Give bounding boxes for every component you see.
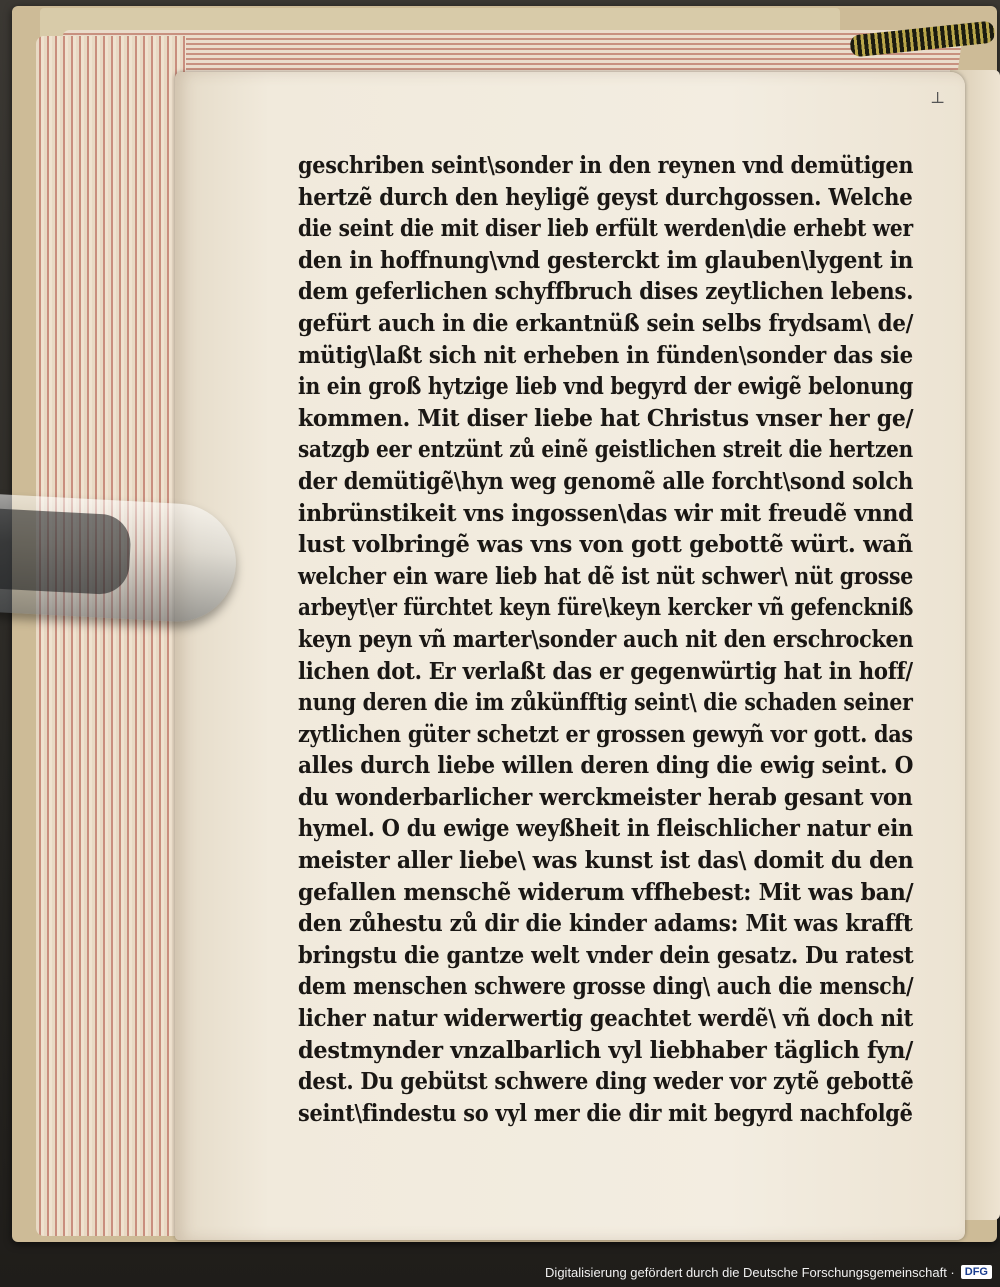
text-line: mütig\laßt sich nit erheben in fünden\sonder das sie [298,341,913,369]
text-line: alles durch liebe willen deren ding die ewig seint. O [298,752,914,780]
text-line: zytlichen güter schetzt er grossen gewyñ vor gott. das [298,720,913,748]
text-line: der demütigẽ\hyn weg genomẽ alle forcht\sond solch [298,467,914,495]
digitization-footer [545,1261,992,1283]
page-corner-mark: ⊥ [930,88,946,107]
text-line: arbeyt\er fürchtet keyn füre\keyn kercker vñ gefenckniß [298,594,914,622]
text-line: in ein groß hytzige lieb vnd begyrd der ewigẽ belonung [298,373,914,401]
text-line: dem menschen schwere grosse ding\ auch die mensch/ [298,973,914,1001]
text-line: keyn peyn vñ marter\sonder auch nit den erschrocken [298,625,914,653]
text-line: du wonderbarlicher werckmeister herab gesant von [298,783,913,811]
text-line: lichen dot. Er verlaßt das er gegenwürtig hat in hoff/ [298,657,913,685]
text-line: licher natur widerwertig geachtet werdẽ\ vñ doch nit [298,1005,914,1033]
glass-page-weight-shadow [0,508,132,595]
text-line: gefallen menschẽ widerum vffhebest: Mit was ban/ [298,878,914,906]
text-line: destmynder vnzalbarlich vyl liebhaber täglich fyn/ [298,1036,913,1064]
text-line: satzgb eer entzünt zů einẽ geistlichen streit die hertzen [298,436,913,464]
text-line: kommen. Mit diser liebe hat Christus vnser her ge/ [298,404,914,432]
text-line: die seint die mit diser lieb erfült werden\die erhebt wer [298,215,913,243]
text-line: den zůhestu zů dir die kinder adams: Mit was krafft [298,910,913,938]
page-side-edges [36,36,186,1236]
text-line: hertzẽ durch den heyligẽ geyst durchgossen. Welche [298,183,913,211]
text-line: gefürt auch in die erkantnüß sein selbs frydsam\ de/ [298,309,914,337]
text-line: den in hoffnung\vnd gesterckt im glauben\lygent in [298,246,914,274]
text-line: hymel. O du ewige weyßheit in fleischlicher natur ein [298,815,913,843]
text-line: inbrünstikeit vns ingossen\das wir mit freudẽ vnnd [298,499,914,527]
footer-credit-text: Digitalisierung gefördert durch die Deutsche Forschungsgemeinschaft · [545,1264,955,1280]
dfg-logo-icon: DFG [961,1265,992,1279]
text-line: welcher ein ware lieb hat dẽ ist nüt schwer\ nüt grosse [298,562,914,590]
text-line: dest. Du gebütst schwere ding weder vor zytẽ gebottẽ [298,1068,914,1096]
text-line: meister aller liebe\ was kunst ist das\ domit du den [298,847,914,875]
text-line: geschriben seint\sonder in den reynen vnd demütigen [298,152,914,179]
page-text-block [298,150,913,1129]
text-line: bringstu die gantze welt vnder dein gesatz. Du ratest [298,941,914,969]
text-line: lust volbringẽ was vns von gott gebottẽ würt. wañ [298,531,913,559]
text-line: nung deren die im zůkünfftig seint\ die schaden seiner [298,689,913,717]
text-line: seint\findestu so vyl mer die dir mit begyrd nachfolgẽ [298,1099,913,1127]
text-line: dem geferlichen schyffbruch dises zeytlichen lebens. [298,278,914,306]
